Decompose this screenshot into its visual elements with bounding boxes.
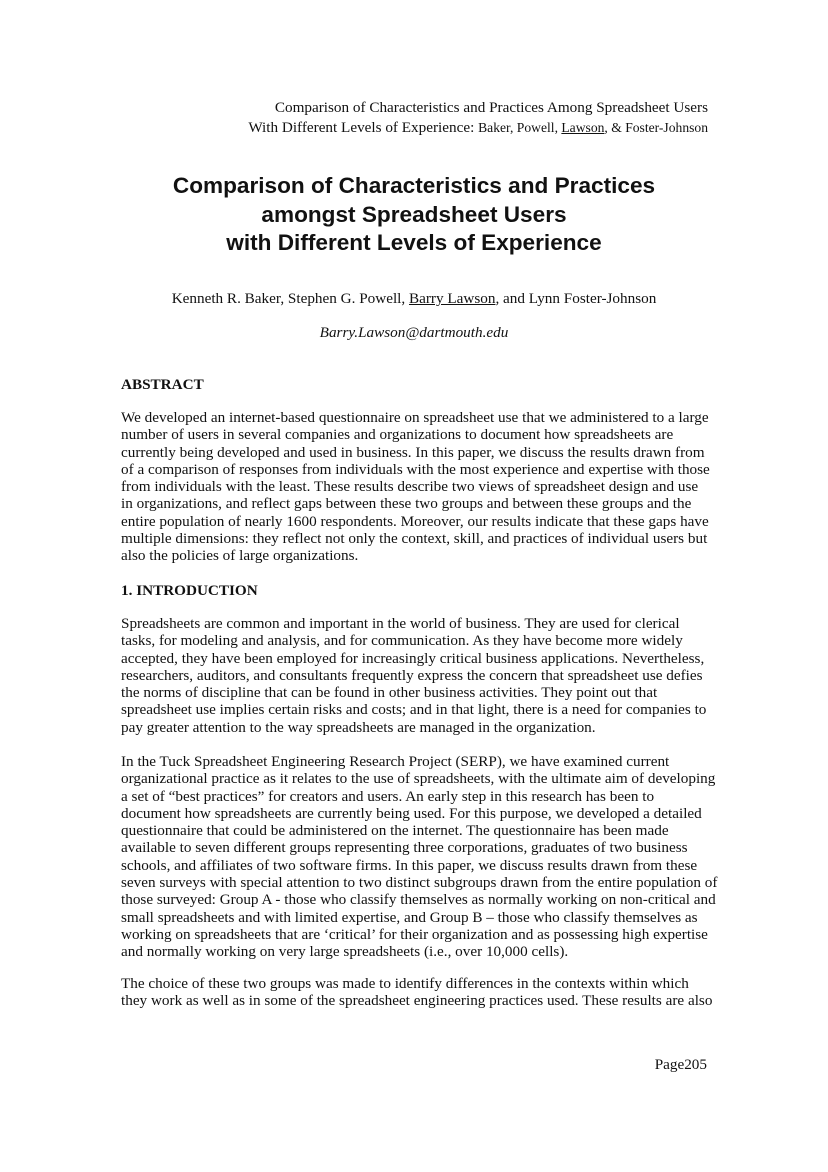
running-header-authors-a: Baker, Powell,	[478, 120, 562, 135]
paragraph-line: The choice of these two groups was made to identify differences in the contexts within which	[121, 975, 689, 992]
author-email: Barry.Lawson@dartmouth.edu	[319, 324, 509, 341]
running-header-underlined-author: Lawson	[561, 120, 605, 135]
paragraph-line: seven surveys with special attention to two distinct subgroups drawn from the entire population of	[121, 874, 718, 892]
running-header-line2	[120, 118, 708, 138]
authors-before: Kenneth R. Baker, Stephen G. Powell,	[171, 290, 409, 307]
paragraph-line: those surveyed: Group A - those who classify themselves as normally working on non-critical and	[121, 891, 716, 909]
introduction-paragraph-2	[121, 753, 721, 961]
introduction-heading: 1. INTRODUCTION	[121, 582, 258, 599]
paragraph-line: the norms of discipline that can be found in other business activities. They point out that	[121, 684, 658, 702]
abstract-heading: ABSTRACT	[121, 376, 204, 393]
abstract-line: number of users in several companies and organizations to document how spreadsheets are	[121, 426, 674, 444]
paragraph-line: researchers, auditors, and consultants frequently express the concern that spreadsheet use defies	[121, 666, 703, 684]
running-header	[120, 98, 708, 138]
paragraph-line: a set of “best practices” for creators and users. An early step in this research has been to	[121, 787, 655, 805]
title-line-3: with Different Levels of Experience	[226, 230, 602, 255]
authors-after: , and Lynn Foster-Johnson	[495, 290, 657, 307]
authors-underlined: Barry Lawson	[408, 290, 496, 307]
paragraph-line: schools, and affiliates of two software firms. In this paper, we discuss results drawn from these	[121, 856, 698, 874]
title-line-1: Comparison of Characteristics and Practices	[172, 173, 656, 198]
abstract-line: in organizations, and reflect gaps between these two groups and between these groups and the	[121, 495, 692, 513]
abstract-line: entire population of nearly 1600 respondents. Moreover, our results indicate that these gaps have	[121, 512, 709, 530]
paper-title	[100, 172, 728, 258]
paragraph-line: document how spreadsheets are currently being used. For this purpose, we developed a detailed	[121, 804, 702, 822]
page-number: Page205	[654, 1056, 707, 1073]
title-line-2: amongst Spreadsheet Users	[261, 201, 567, 227]
abstract-line: We developed an internet-based questionnaire on spreadsheet use that we administered to a large	[121, 409, 709, 426]
introduction-paragraph-3	[121, 975, 721, 1010]
running-header-authors-b: , & Foster-Johnson	[604, 120, 708, 135]
running-header-line1: Comparison of Characteristics and Practices Among Spreadsheet Users	[274, 99, 708, 116]
paragraph-line: accepted, they have been employed for increasingly critical business applications. Nevertheless,	[121, 649, 705, 667]
paragraph-line: questionnaire that could be administered on the internet. The questionnaire has been made	[121, 822, 669, 840]
abstract-paragraph	[121, 409, 721, 565]
abstract-line: from individuals with the least. These results describe two views of spreadsheet design and use	[121, 478, 699, 496]
paragraph-line: organizational practice as it relates to the use of spreadsheets, with the ultimate aim of developing	[121, 770, 716, 788]
abstract-line: of a comparison of responses from individuals with the most experience and expertise with those	[121, 460, 710, 478]
paragraph-line: spreadsheet use implies certain risks and costs; and in that light, there is a need for companies to	[121, 701, 707, 719]
paragraph-line: pay greater attention to the way spreadsheets are managed in the organization.	[121, 718, 596, 736]
paragraph-line: and normally working on very large spreadsheets (i.e., over 10,000 cells).	[121, 943, 569, 961]
abstract-line: also the policies of large organizations.	[121, 547, 359, 565]
abstract-line: multiple dimensions: they reflect not only the context, skill, and practices of individual users but	[121, 530, 708, 548]
running-header-prefix: With Different Levels of Experience:	[248, 119, 479, 136]
paragraph-line: In the Tuck Spreadsheet Engineering Research Project (SERP), we have examined current	[121, 753, 670, 770]
paragraph-line: small spreadsheets and with limited expertise, and Group B – those who classify themselves as	[121, 908, 698, 926]
paragraph-line: tasks, for modeling and analysis, and for communication. As they have become more widely	[121, 632, 683, 650]
paragraph-line: available to seven different groups representing three corporations, graduates of two business	[121, 839, 688, 857]
introduction-paragraph-1	[121, 615, 721, 736]
paragraph-line: working on spreadsheets that are ‘critical’ for their organization and as possessing high expertise	[121, 925, 708, 943]
abstract-line: currently being developed and used in business. In this paper, we discuss the results drawn from	[121, 443, 705, 461]
paragraph-line: they work as well as in some of the spreadsheet engineering practices used. These results are also	[121, 992, 713, 1010]
paragraph-line: Spreadsheets are common and important in the world of business. They are used for clerical	[121, 615, 680, 632]
author-list	[100, 289, 728, 308]
